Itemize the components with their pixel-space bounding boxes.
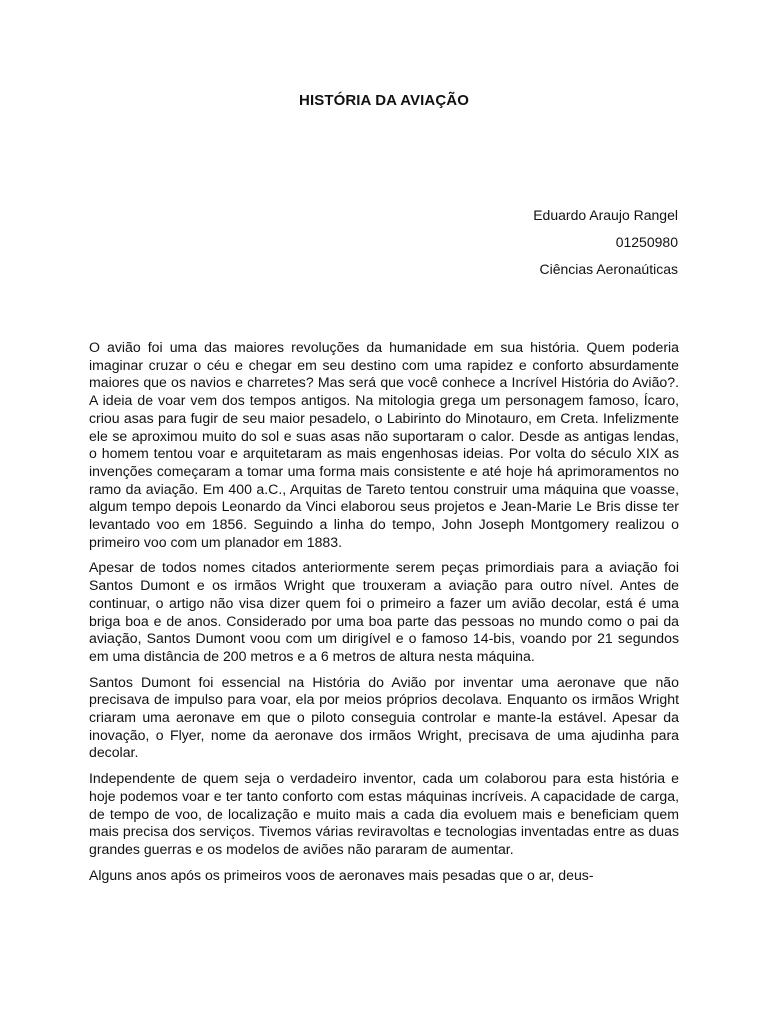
paragraph-2: Apesar de todos nomes citados anteriormente serem peças primordiais para a aviação foi Santos Dumont e os irmãos Wright que trouxeram a aviação para outro nível. Antes de continuar, o artigo não visa dizer quem foi o primeiro a fazer um avião decolar, está é uma briga boa e de anos. Considerado por uma boa parte das pessoas no mundo como o pai da aviação, Santos Dumont voou com um dirigível e o famoso 14-bis, voando por 21 segundos em uma distância de 200 metros e a 6 metros de altura nesta máquina. (89, 559, 679, 664)
paragraph-5: Alguns anos após os primeiros voos de aeronaves mais pesadas que o ar, deus- (89, 866, 594, 883)
author-name: Eduardo Araujo Rangel (533, 207, 678, 223)
author-block (533, 202, 678, 283)
document-title: HISTÓRIA DA AVIAÇÃO (299, 92, 469, 109)
paragraph-4: Independente de quem seja o verdadeiro inventor, cada um colaborou para esta história e hoje podemos voar e ter tanto conforto com estas máquinas incríveis. A capacidade de carga, de tempo de voo, de localização e muito mais a cada dia evoluem mais e beneficiam quem mais precisa dos serviços. Tivemos várias reviravoltas e tecnologias inventadas entre as duas grandes guerras e os modelos de aviões não pararam de aumentar. (89, 770, 679, 857)
paragraph-3: Santos Dumont foi essencial na História do Avião por inventar uma aeronave que não precisava de impulso para voar, ela por meios próprios decolava. Enquanto os irmãos Wright criaram uma aeronave em que o piloto conseguia controlar e mante-la estável. Apesar da inovação, o Flyer, nome da aeronave dos irmãos Wright, precisava de uma ajudinha para decolar. (89, 673, 679, 761)
paragraph-1: O avião foi uma das maiores revoluções da humanidade em sua história. Quem poderia imaginar cruzar o céu e chegar em seu destino com uma rapidez e conforto absurdamente maiores que os navios e charretes? Mas será que você conhece a Incrível História do Avião?. A ideia de voar vem dos tempos antigos. Na mitologia grega um personagem famoso, Ícaro, criou asas para fugir de seu maior pesadelo, o Labirinto do Minotauro, em Creta. Infelizmente ele se aproximou muito do sol e suas asas não suportaram o calor. Desde as antigas lendas, o homem tentou voar e arquitetaram as mais engenhosas ideias. Por volta do século XIX as invenções começaram a tomar uma forma mais consistente e até hoje há aprimoramentos no ramo da aviação. Em 400 a.C., Arquitas de Tareto tentou construir uma máquina que voasse, algum tempo depois Leonardo da Vinci elaborou seus projetos e Jean-Marie Le Bris disse ter levantado voo em 1856. Seguindo a linha do tempo, John Joseph Montgomery realizou o primeiro voo com um planador em 1883. (89, 339, 679, 550)
author-id: 01250980 (615, 234, 678, 250)
document-body (89, 339, 679, 892)
author-course: Ciências Aeronaúticas (539, 261, 678, 277)
